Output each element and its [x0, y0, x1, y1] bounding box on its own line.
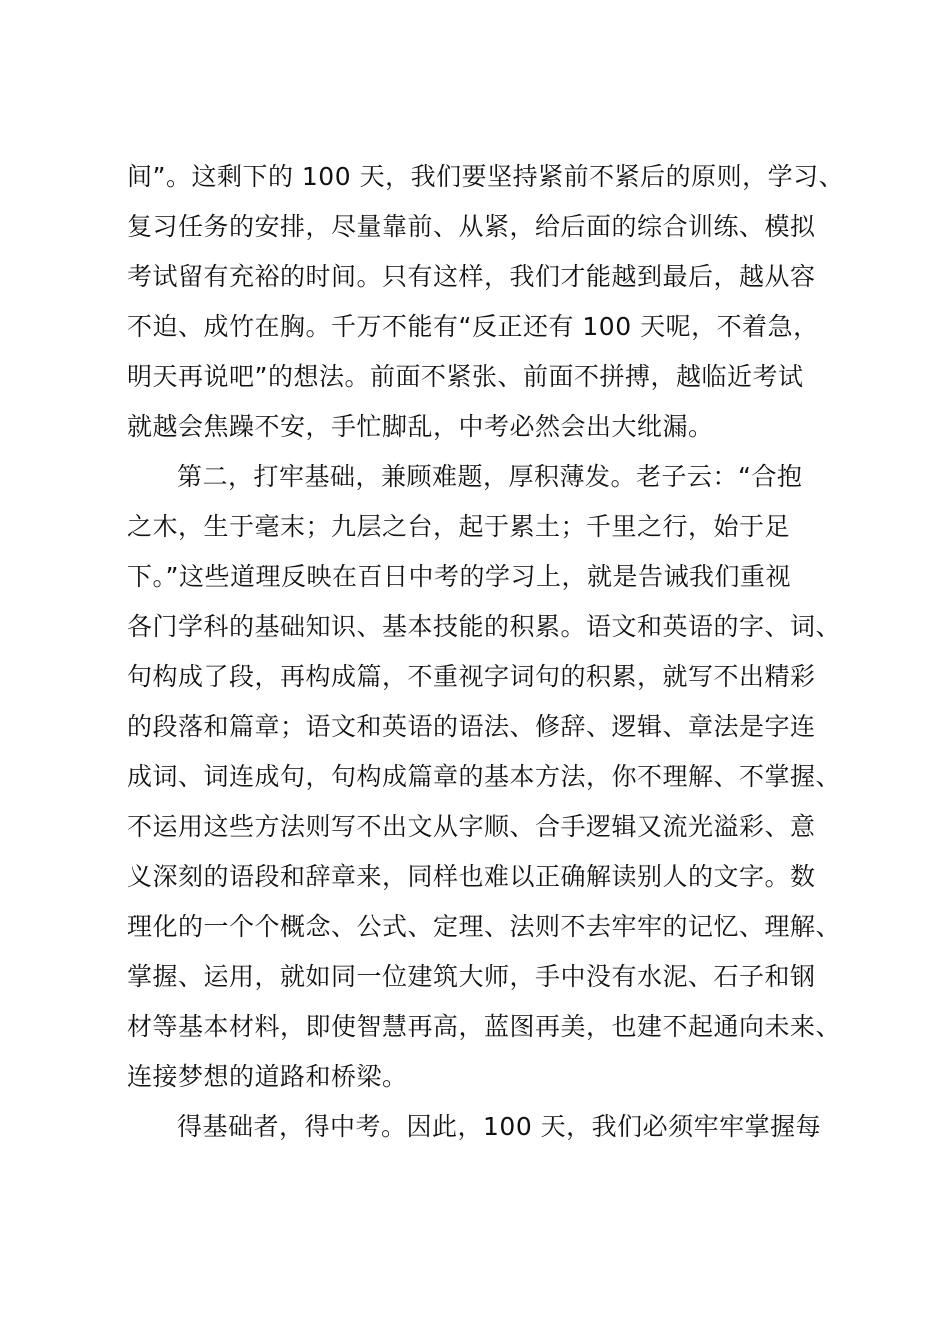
text-line: 各门学科的基础知识、基本技能的积累。语文和英语的字、词、 [127, 612, 842, 641]
text-line: 掌握、运用，就如同一位建筑大师，手中没有水泥、石子和钢 [127, 962, 816, 991]
text-line: 复习任务的安排，尽量靠前、从紧，给后面的综合训练、模拟 [127, 212, 816, 241]
text-line: 考试留有充裕的时间。只有这样，我们才能越到最后，越从容 [127, 262, 816, 291]
paragraph-start-line: 第二，打牢基础，兼顾难题，厚积薄发。老子云：“合抱 [177, 462, 803, 491]
text-line: 明天再说吧”的想法。前面不紧张、前面不拼搏，越临近考试 [127, 362, 804, 391]
text-line: 连接梦想的道路和桥梁。 [127, 1062, 408, 1091]
text-line: 不运用这些方法则写不出文从字顺、合手逻辑又流光溢彩、意 [127, 812, 816, 841]
text-line: 理化的一个个概念、公式、定理、法则不去牢牢的记忆、理解、 [127, 912, 842, 941]
text-line: 成词、词连成句，句构成篇章的基本方法，你不理解、不掌握、 [127, 762, 842, 791]
text-line: 不迫、成竹在胸。千万不能有“反正还有 100 天呢，不着急， [127, 312, 819, 341]
text-line: 的段落和篇章；语文和英语的语法、修辞、逻辑、章法是字连 [127, 712, 816, 741]
text-line: 就越会焦躁不安，手忙脚乱，中考必然会出大纰漏。 [127, 412, 714, 441]
text-line: 义深刻的语段和辞章来，同样也难以正确解读别人的文字。数 [127, 862, 816, 891]
text-line: 句构成了段，再构成篇，不重视字词句的积累，就写不出精彩 [127, 662, 816, 691]
body-text [127, 152, 845, 1152]
text-line: 间”。这剩下的 100 天，我们要坚持紧前不紧后的原则，学习、 [127, 162, 845, 191]
paragraph-start-line: 得基础者，得中考。因此，100 天，我们必须牢牢掌握每 [177, 1112, 822, 1141]
text-line: 下。”这些道理反映在百日中考的学习上，就是告诫我们重视 [127, 562, 791, 591]
text-line: 材等基本材料，即使智慧再高，蓝图再美，也建不起通向未来、 [127, 1012, 842, 1041]
text-line: 之木，生于毫末；九层之台，起于累土；千里之行，始于足 [127, 512, 791, 541]
